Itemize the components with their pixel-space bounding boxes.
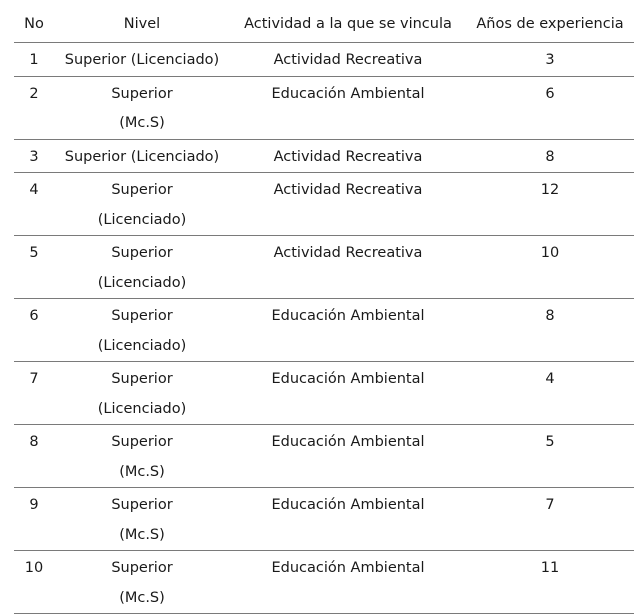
cell-anos: 8 — [466, 299, 634, 362]
cell-nivel-line: (Licenciado) — [97, 211, 187, 228]
cell-actividad: Educación Ambiental — [230, 425, 466, 488]
table-row — [14, 43, 634, 77]
cell-no: 2 — [14, 76, 54, 139]
cell-nivel-line: Superior (Licenciado) — [64, 52, 220, 68]
table-body — [14, 43, 634, 614]
cell-nivel — [54, 299, 230, 362]
header-nivel: Nivel — [54, 6, 230, 43]
header-no: No — [14, 6, 54, 43]
cell-nivel-line: Superior — [111, 308, 173, 324]
cell-nivel-line: (Licenciado) — [97, 337, 187, 354]
cell-no: 8 — [14, 425, 54, 488]
cell-no: 3 — [14, 139, 54, 173]
cell-nivel-line: Superior — [111, 434, 173, 450]
cell-no: 9 — [14, 488, 54, 551]
cell-no: 4 — [14, 173, 54, 236]
header-row — [14, 6, 634, 43]
cell-nivel-line: (Licenciado) — [97, 400, 187, 417]
table-row — [14, 299, 634, 362]
cell-nivel-line: Superior — [111, 560, 173, 576]
cell-nivel — [54, 43, 230, 77]
table-row — [14, 551, 634, 614]
cell-actividad: Actividad Recreativa — [230, 43, 466, 77]
cell-anos: 5 — [466, 425, 634, 488]
cell-nivel — [54, 362, 230, 425]
cell-nivel — [54, 488, 230, 551]
cell-no: 5 — [14, 236, 54, 299]
cell-actividad: Actividad Recreativa — [230, 139, 466, 173]
cell-actividad: Educación Ambiental — [230, 299, 466, 362]
cell-nivel-line: (Mc.S) — [119, 589, 165, 606]
cell-anos: 10 — [466, 236, 634, 299]
cell-anos: 7 — [466, 488, 634, 551]
table-row — [14, 425, 634, 488]
table-row — [14, 488, 634, 551]
cell-nivel-line: (Licenciado) — [97, 274, 187, 291]
cell-no: 10 — [14, 551, 54, 614]
header-actividad: Actividad a la que se vincula — [230, 6, 466, 43]
cell-actividad: Educación Ambiental — [230, 551, 466, 614]
cell-nivel-line: Superior — [111, 497, 173, 513]
cell-anos: 11 — [466, 551, 634, 614]
cell-anos: 6 — [466, 76, 634, 139]
cell-no: 7 — [14, 362, 54, 425]
cell-nivel-line: Superior — [111, 245, 173, 261]
cell-anos: 3 — [466, 43, 634, 77]
cell-nivel-line: Superior — [111, 371, 173, 387]
cell-anos: 4 — [466, 362, 634, 425]
experience-table — [14, 6, 634, 614]
cell-actividad: Educación Ambiental — [230, 488, 466, 551]
table-row — [14, 139, 634, 173]
cell-anos: 12 — [466, 173, 634, 236]
cell-actividad: Educación Ambiental — [230, 76, 466, 139]
header-anos: Años de experiencia — [466, 6, 634, 43]
table-row — [14, 362, 634, 425]
cell-actividad: Actividad Recreativa — [230, 173, 466, 236]
cell-nivel-line: (Mc.S) — [119, 526, 165, 543]
cell-no: 6 — [14, 299, 54, 362]
table-header — [14, 6, 634, 43]
cell-nivel-line: Superior (Licenciado) — [64, 148, 220, 165]
cell-anos: 8 — [466, 139, 634, 173]
cell-nivel — [54, 551, 230, 614]
cell-nivel — [54, 425, 230, 488]
cell-nivel — [54, 236, 230, 299]
table-row — [14, 173, 634, 236]
table-row — [14, 236, 634, 299]
cell-actividad: Educación Ambiental — [230, 362, 466, 425]
cell-actividad: Actividad Recreativa — [230, 236, 466, 299]
cell-nivel-line: (Mc.S) — [119, 115, 165, 131]
cell-nivel-line: Superior — [111, 85, 173, 102]
cell-nivel — [54, 173, 230, 236]
cell-nivel — [54, 139, 230, 173]
cell-nivel — [54, 76, 230, 139]
table-row — [14, 76, 634, 139]
cell-nivel-line: (Mc.S) — [119, 463, 165, 480]
cell-nivel-line: Superior — [111, 182, 173, 198]
cell-no: 1 — [14, 43, 54, 77]
